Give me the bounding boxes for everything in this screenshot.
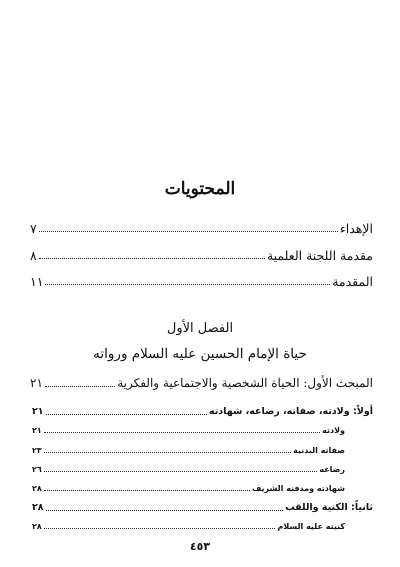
toc-subsection-entry xyxy=(32,426,345,435)
dot-leader xyxy=(45,379,115,387)
dot-leader xyxy=(39,225,338,233)
toc-entry-label: ولادته xyxy=(322,426,345,435)
toc-entry-page: ٢٦ xyxy=(32,465,42,474)
toc-entry-label: مقدمة اللجنة العلمية xyxy=(266,248,373,263)
toc-entry-page: ٢١ xyxy=(32,406,44,417)
toc-entry-page: ١١ xyxy=(30,274,44,289)
toc-subsection-entry xyxy=(32,465,345,474)
toc-entry-page: ٢٨ xyxy=(32,522,42,531)
dot-leader xyxy=(44,448,291,453)
toc-entry-label: المقدمة xyxy=(332,274,373,289)
toc-entry-page: ٧ xyxy=(30,221,37,236)
toc-entry-page: ٨ xyxy=(30,248,37,263)
dot-leader xyxy=(44,524,276,529)
toc-entry-label: المبحث الأول: الحياة الشخصية والاجتماعية والفكرية xyxy=(117,376,373,390)
toc-subsection-entry xyxy=(32,484,345,493)
toc-entry-label: رضاعه xyxy=(319,465,345,474)
chapter-title: الفصل الأول xyxy=(166,321,234,336)
page-number: ٤٥٣ xyxy=(189,540,211,553)
toc-entry-label: أولاً: ولادته، صفاته، رضاعه، شهادته xyxy=(208,406,373,417)
dot-leader xyxy=(46,504,283,510)
toc-entry-dedication xyxy=(30,221,373,236)
toc-entry-page: ٢٣ xyxy=(32,446,42,455)
toc-entry-committee-intro xyxy=(30,248,373,263)
dot-leader xyxy=(44,467,318,472)
toc-entry-label: كنيته عليه السلام xyxy=(277,522,345,531)
toc-entry-page: ٢١ xyxy=(32,426,42,435)
dot-leader xyxy=(45,278,330,286)
dot-leader xyxy=(46,408,207,414)
toc-entry-page: ٢١ xyxy=(30,376,43,390)
toc-subsection-entry xyxy=(32,502,373,513)
dot-leader xyxy=(44,486,250,491)
toc-subsection-entry xyxy=(32,406,373,417)
dot-leader xyxy=(44,428,320,433)
toc-section-entry xyxy=(30,376,373,390)
toc-entry-page: ٢٨ xyxy=(32,484,42,493)
toc-entry-introduction xyxy=(30,274,373,289)
toc-entry-label: الإهداء xyxy=(339,221,373,236)
toc-entry-label: شهادته ومدفنه الشريف xyxy=(252,484,345,493)
toc-entry-page: ٢٨ xyxy=(32,502,44,513)
toc-subsection-entry xyxy=(32,446,345,455)
toc-entry-label: ثانياً: الكنية واللقب xyxy=(285,502,373,513)
toc-subsection-entry xyxy=(32,522,345,531)
dot-leader xyxy=(39,252,265,260)
toc-entry-label: صفاته البدنية xyxy=(293,446,345,455)
page-title: المحتويات xyxy=(164,179,236,199)
chapter-subtitle: حياة الإمام الحسين عليه السلام ورواته xyxy=(93,346,307,362)
